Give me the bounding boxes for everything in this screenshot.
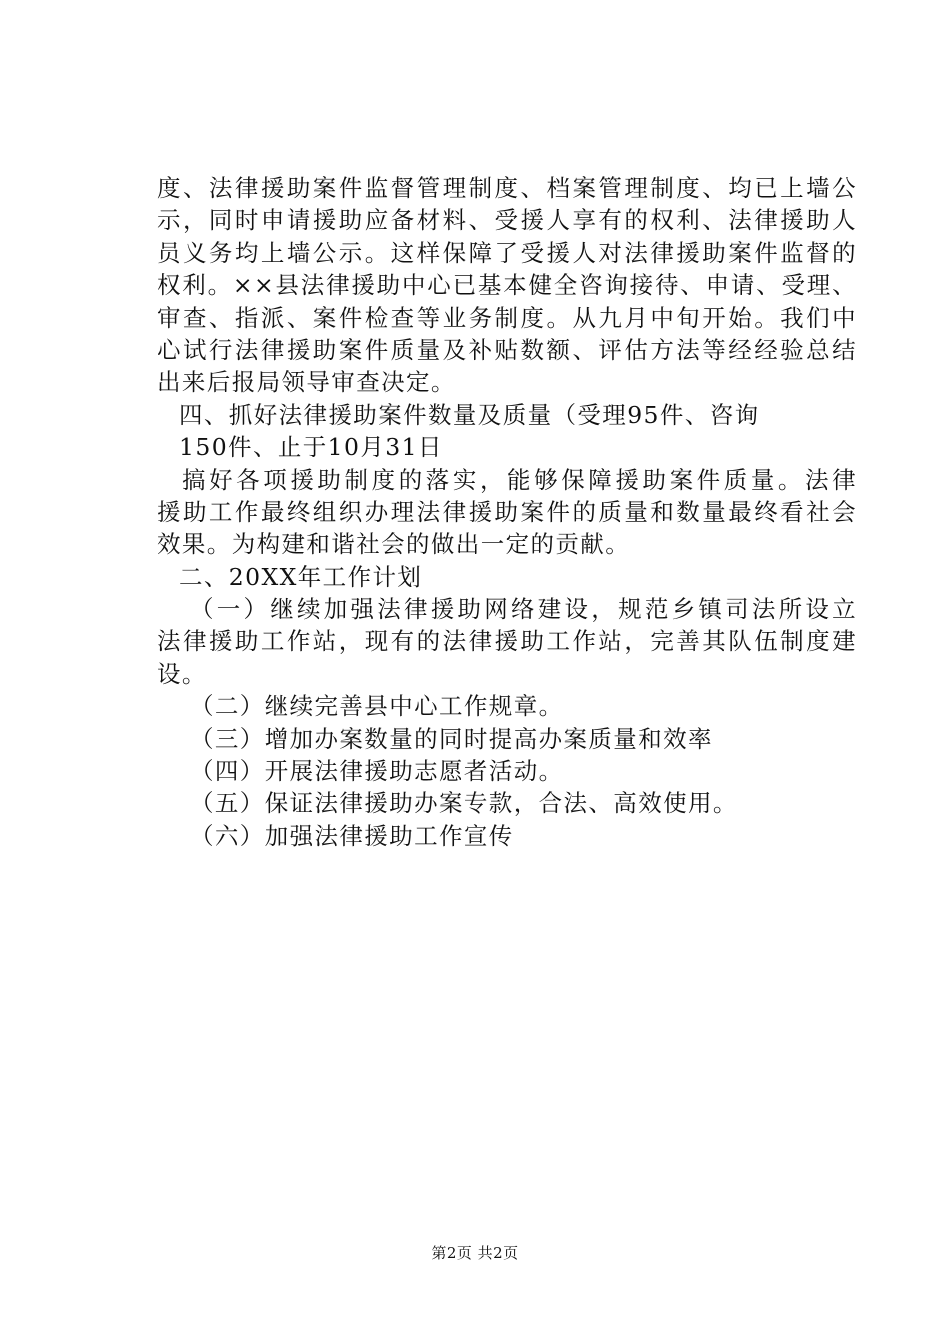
plan-item-continued: 法律援助工作站，现有的法律援助工作站，完善其队伍制度建: [157, 627, 857, 656]
paragraph-line: 权利。××县法律援助中心已基本健全咨询接待、申请、受理、: [157, 271, 857, 300]
plan-item: （五）保证法律援助办案专款，合法、高效使用。: [190, 789, 738, 818]
paragraph-line: 搞好各项援助制度的落实，能够保障援助案件质量。法律: [182, 465, 857, 494]
paragraph-line: 员义务均上墙公示。这样保障了受援人对法律援助案件监督的: [157, 238, 857, 267]
document-body: [157, 172, 857, 852]
plan-item: （二）继续完善县中心工作规章。: [190, 692, 564, 721]
paragraph-line: 心试行法律援助案件质量及补贴数额、评估方法等经经验总结: [157, 335, 857, 364]
section-heading-continued: 150件、止于10月31日: [179, 433, 443, 462]
plan-item-continued: 设。: [157, 659, 207, 688]
plan-item: （六）加强法律援助工作宣传: [190, 821, 514, 850]
paragraph-line: 出来后报局领导审查决定。: [157, 368, 456, 397]
paragraph-line: 度、法律援助案件监督管理制度、档案管理制度、均已上墙公: [157, 174, 857, 202]
page-number-footer: 第2页 共2页: [431, 1244, 519, 1262]
paragraph-line: 示，同时申请援助应备材料、受援人享有的权利、法律援助人: [157, 206, 857, 235]
plan-item: （三）增加办案数量的同时提高办案质量和效率: [190, 724, 713, 753]
paragraph-line: 援助工作最终组织办理法律援助案件的质量和数量最终看社会: [157, 497, 857, 526]
paragraph-line: 审查、指派、案件检查等业务制度。从九月中旬开始。我们中: [157, 303, 857, 332]
section-heading: 四、抓好法律援助案件数量及质量（受理95件、咨询: [179, 400, 760, 429]
paragraph-line: 效果。为构建和谐社会的做出一定的贡献。: [157, 530, 631, 559]
plan-item: （四）开展法律援助志愿者活动。: [190, 757, 564, 786]
plan-item: （一）继续加强法律援助网络建设，规范乡镇司法所设立: [190, 595, 857, 624]
section-heading: 二、20XX年工作计划: [179, 562, 423, 591]
